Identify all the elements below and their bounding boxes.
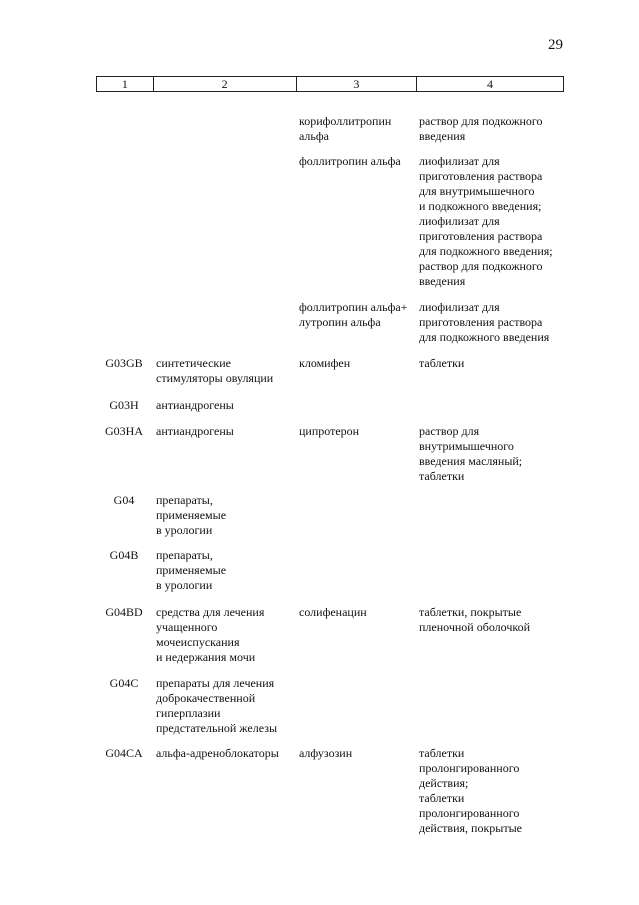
group-name: антиандрогены: [156, 424, 234, 438]
group-name: синтетические стимуляторы овуляции: [156, 356, 274, 385]
drug-name: ципротерон: [299, 424, 360, 438]
atc-code: G04B: [109, 548, 139, 562]
atc-code: G04BD: [105, 605, 143, 619]
table-header: [96, 76, 564, 92]
dosage-form: раствор для подкожного введения: [419, 114, 543, 143]
drug-name: фоллитропин альфа: [299, 154, 401, 168]
dosage-form: лиофилизат для приготовления раствора для внутримышечного и подкожного введения; лиофилизат для приготовления раствора для подкожного введения; раствор для подкожного введения: [419, 154, 553, 288]
group-name: препараты, применяемые в урологии: [156, 493, 227, 537]
drug-name: фоллитропин альфа+ лутропин альфа: [299, 300, 408, 329]
atc-code: G04C: [109, 676, 139, 690]
atc-code: G03GB: [105, 356, 143, 370]
header-col-2: 2: [153, 77, 296, 91]
atc-code: G04CA: [105, 746, 143, 760]
dosage-form: таблетки: [419, 356, 465, 370]
drug-name: алфузозин: [299, 746, 353, 760]
group-name: препараты для лечения доброкачественной гиперплазии предстательной железы: [156, 676, 278, 735]
dosage-form: лиофилизат для приготовления раствора для подкожного введения: [419, 300, 550, 344]
drug-name: солифенацин: [299, 605, 367, 619]
dosage-form: таблетки, покрытые пленочной оболочкой: [419, 605, 531, 634]
drug-name: кломифен: [299, 356, 351, 370]
header-col-1: 1: [96, 77, 153, 91]
group-name: средства для лечения учащенного мочеиспускания и недержания мочи: [156, 605, 265, 664]
dosage-form: раствор для внутримышечного введения масляный; таблетки: [419, 424, 523, 483]
group-name: антиандрогены: [156, 398, 234, 412]
header-col-4: 4: [416, 77, 564, 91]
drug-name: корифоллитропин альфа: [299, 114, 392, 143]
atc-code: G04: [113, 493, 135, 507]
atc-code: G03HA: [105, 424, 143, 438]
header-col-3: 3: [296, 77, 416, 91]
page-number: 29: [548, 37, 563, 53]
group-name: препараты, применяемые в урологии: [156, 548, 227, 592]
atc-code: G03H: [109, 398, 139, 412]
group-name: альфа-адреноблокаторы: [156, 746, 279, 760]
dosage-form: таблетки пролонгированного действия; таблетки пролонгированного действия, покрытые: [419, 746, 522, 835]
